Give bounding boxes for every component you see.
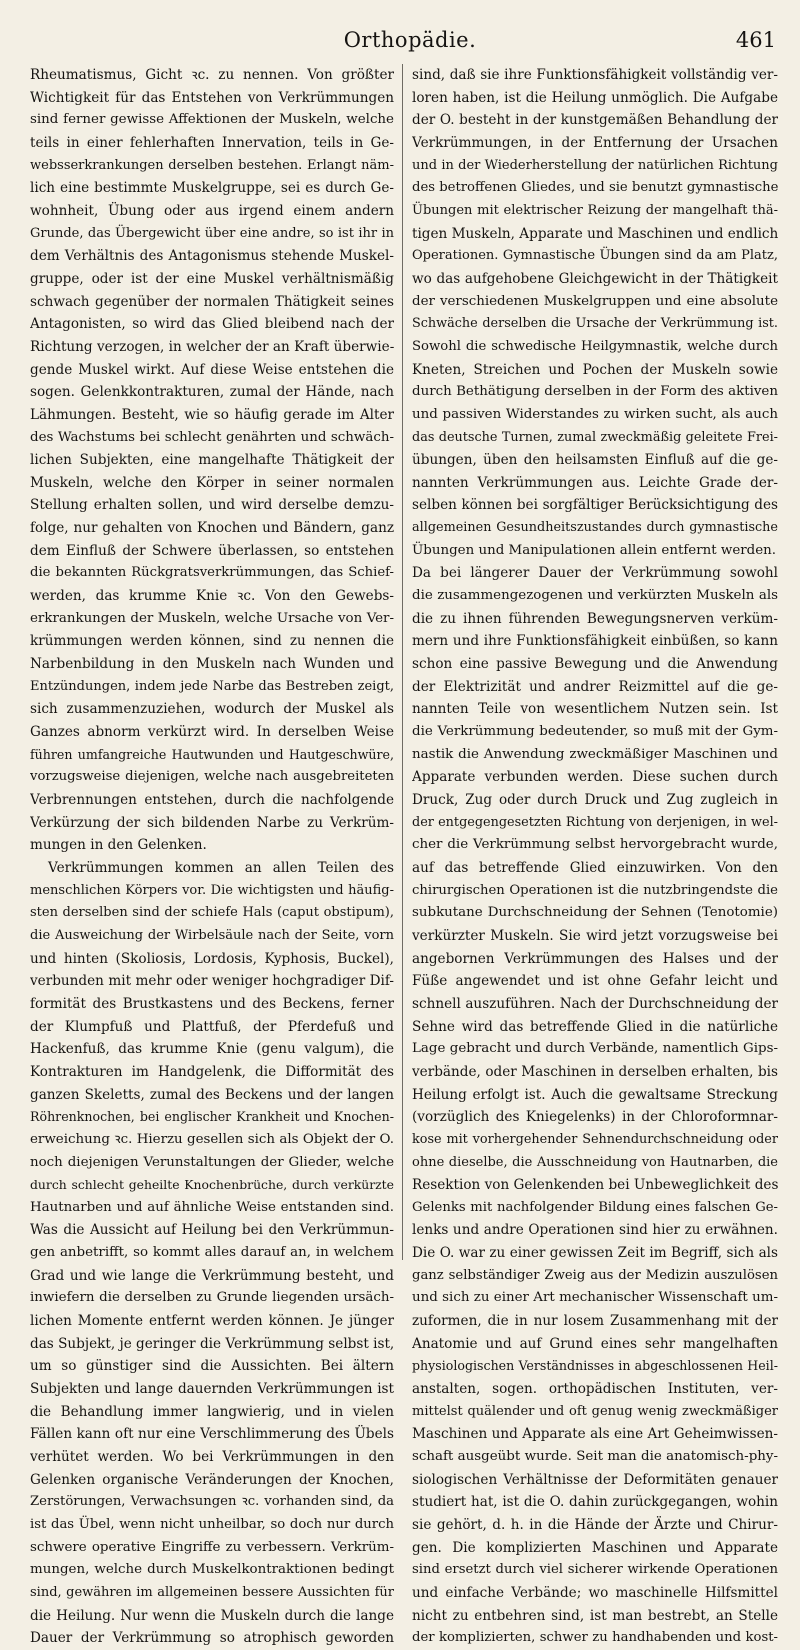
text-line: Operationen. Gymnastische Übungen sind da am Platz, xyxy=(412,248,778,264)
text-line: Resektion von Gelenkenden bei Unbeweglichkeit des xyxy=(412,1177,778,1194)
text-line: sogen. Gelenkkontrakturen, zumal der Hände, nach xyxy=(30,384,394,401)
text-line: gende Muskel wirkt. Auf diese Weise entstehen die xyxy=(30,361,394,378)
text-line: erweichung ꝛc. Hierzu gesellen sich als Objekt der O. xyxy=(30,1131,394,1147)
text-line: sind ferner gewisse Affektionen der Muskeln, welche xyxy=(30,112,394,128)
text-line: Da bei längerer Dauer der Verkrümmung sowohl xyxy=(412,565,778,582)
text-line: der verschiedenen Muskelgruppen und eine absolute xyxy=(412,293,778,309)
text-line: Verkürzung der sich bildenden Narbe zu Verkrüm- xyxy=(30,814,394,831)
text-line: die Ausweichung der Wirbelsäule nach der Seite, vorn xyxy=(30,927,394,943)
text-line: Stellung erhalten sollen, und wird derselbe demzu- xyxy=(30,497,394,514)
text-line: sind, daß sie ihre Funktionsfähigkeit vollständig ver- xyxy=(412,67,778,83)
text-line: Anatomie und auf Grund eines sehr mangelhaften xyxy=(412,1335,778,1352)
text-line: schwach gegenüber der normalen Thätigkeit seines xyxy=(30,293,394,310)
text-line: cher die Verkrümmung selbst hervorgebracht wurde, xyxy=(412,837,778,853)
text-line: schnell auszuführen. Nach der Durchschneidung der xyxy=(412,995,778,1012)
text-line: formität des Brustkastens und des Beckens, ferner xyxy=(30,995,394,1012)
text-line: lichen Momente entfernt werden können. Je jünger xyxy=(30,1313,394,1330)
text-line: schwere operative Eingriffe zu verbessern. Verkrüm- xyxy=(30,1539,394,1555)
running-title: Orthopädie. xyxy=(343,28,477,52)
text-line: anstalten, sogen. orthopädischen Instituten, ver- xyxy=(412,1381,778,1398)
text-line: chirurgischen Operationen ist die nutzbringendste die xyxy=(412,882,778,898)
text-line: und hinten (Skoliosis, Lordosis, Kyphosis, Buckel), xyxy=(30,950,394,967)
text-line: kose mit vorhergehender Sehnendurchschneidung oder xyxy=(412,1131,778,1147)
text-line: lich eine bestimmte Muskelgruppe, sei es durch Ge- xyxy=(30,180,394,197)
text-line: Die O. war zu einer gewissen Zeit im Begriff, sich als xyxy=(412,1245,778,1262)
text-line: Grunde, das Übergewicht über eine andre, so ist ihr in xyxy=(30,225,394,241)
text-line: der entgegengesetzten Richtung von derjenigen, in wel- xyxy=(412,814,778,830)
text-line: Füße angewendet und ist ohne Gefahr leicht und xyxy=(412,973,778,990)
text-line: Grad und wie lange die Verkrümmung besteht, und xyxy=(30,1267,394,1284)
text-line: Druck, Zug oder durch Druck und Zug zugleich in xyxy=(412,792,778,808)
text-line: nastik die Anwendung zweckmäßiger Maschinen und xyxy=(412,746,778,762)
text-line: sten derselben sind der schiefe Hals (caput obstipum), xyxy=(30,905,394,921)
text-line: subkutane Durchschneidung der Sehnen (Tenotomie) xyxy=(412,905,778,921)
text-line: der Elektrizität und andrer Reizmittel auf die ge- xyxy=(412,678,778,695)
text-line: Subjekten und lange dauernden Verkrümmungen ist xyxy=(30,1381,394,1398)
text-line: Fällen kann oft nur eine Verschlimmerung des Übels xyxy=(30,1426,394,1443)
text-line: ganzen Skeletts, zumal des Beckens und der langen xyxy=(30,1086,394,1103)
text-line: physiologischen Verständnisses in abgeschlossenen Heil- xyxy=(412,1358,778,1374)
text-line: Sowohl die schwedische Heilgymnastik, welche durch xyxy=(412,338,778,354)
text-line: verkürzter Muskeln. Sie wird jetzt vorzugsweise bei xyxy=(412,927,778,944)
text-line: Kneten, Streichen und Pochen der Muskeln sowie xyxy=(412,361,778,378)
text-line: Dauer der Verkrümmung so atrophisch geworden xyxy=(30,1630,394,1647)
page-number: 461 xyxy=(735,28,776,52)
text-line: websserkrankungen derselben bestehen. Erlangt näm- xyxy=(30,157,394,173)
text-line: mungen, welche durch Muskelkontraktionen bedingt xyxy=(30,1562,394,1578)
text-line: Schwäche derselben die Ursache der Verkrümmung ist. xyxy=(412,316,778,332)
text-line: Hackenfuß, das krumme Knie (genu valgum), die xyxy=(30,1041,394,1058)
text-line: Entzündungen, indem jede Narbe das Bestreben zeigt, xyxy=(30,678,394,694)
text-line: noch diejenigen Verunstaltungen der Glieder, welche xyxy=(30,1154,394,1170)
left-text-column xyxy=(30,64,394,1650)
text-line: Übungen und Manipulationen allein entfernt werden. xyxy=(412,542,777,558)
text-line: übungen, üben den heilsamsten Einfluß auf die ge- xyxy=(412,452,778,469)
text-line: Lähmungen. Besteht, wie so häufig gerade im Alter xyxy=(30,406,394,423)
text-line: mungen in den Gelenken. xyxy=(30,837,207,854)
text-line: mern und ihre Funktionsfähigkeit einbüßen, so kann xyxy=(412,633,778,650)
text-line: und passiven Widerstandes zu wirken sucht, als auch xyxy=(412,406,778,422)
text-line: die bekannten Rückgratsverkrümmungen, das Schief- xyxy=(30,565,394,581)
text-line: der Klumpfuß und Plattfuß, der Pferdefuß und xyxy=(30,1018,394,1035)
text-line: gruppe, oder ist der eine Muskel verhältnismäßig xyxy=(30,270,394,287)
text-line: Übungen mit elektrischer Reizung der mangelhaft thä- xyxy=(412,202,778,218)
text-line: Kontrakturen im Handgelenk, die Difformität des xyxy=(30,1063,394,1080)
text-line: (vorzüglich des Kniegelenks) in der Chloroformnar- xyxy=(412,1109,778,1126)
text-line: Verkrümmungen, in der Entfernung der Ursachen xyxy=(412,134,778,151)
text-line: ohne dieselbe, die Ausschneidung von Hautnarben, die xyxy=(412,1154,778,1170)
text-line: und in der Wiederherstellung der natürlichen Richtung xyxy=(412,157,778,173)
text-line: nicht zu entbehren sind, ist man bestrebt, an Stelle xyxy=(412,1607,778,1624)
text-line: Muskeln, welche den Körper in seiner normalen xyxy=(30,474,394,491)
text-line: gen. Die komplizierten Maschinen und Apparate xyxy=(412,1539,778,1556)
text-line: angebornen Verkrümmungen des Halses und der xyxy=(412,950,778,967)
text-line: menschlichen Körpers vor. Die wichtigsten und häufig- xyxy=(30,882,394,898)
text-line: selben können bei sorgfältiger Berücksichtigung des xyxy=(412,497,778,514)
text-line: Sehne wird das betreffende Glied in die natürliche xyxy=(412,1018,778,1035)
text-line: durch schlecht geheilte Knochenbrüche, durch verkürzte xyxy=(30,1177,394,1193)
text-line: Gelenken organische Veränderungen der Knochen, xyxy=(30,1471,394,1488)
text-line: auf das betreffende Glied einzuwirken. Von den xyxy=(412,859,778,876)
text-line: des Wachstums bei schlecht genährten und schwäch- xyxy=(30,429,394,445)
text-line: Ganzes abnorm verkürzt wird. In derselben Weise xyxy=(30,724,394,741)
text-line: verbunden mit mehr oder weniger hochgradiger Dif- xyxy=(30,973,394,990)
text-line: wohnheit, Übung oder aus irgend einem andern xyxy=(30,202,394,219)
text-line: inwiefern die derselben zu Grunde liegenden ursäch- xyxy=(30,1290,394,1306)
text-line: wo das aufgehobene Gleichgewicht in der Thätigkeit xyxy=(412,270,778,287)
text-line: Narbenbildung in den Muskeln nach Wunden und xyxy=(30,656,394,673)
text-line: Antagonisten, so wird das Glied bleibend nach der xyxy=(30,316,394,333)
text-line: und einfache Verbände; wo maschinelle Hilfsmittel xyxy=(412,1584,778,1601)
text-line: das Subjekt, je geringer die Verkrümmung selbst ist, xyxy=(30,1335,394,1352)
text-line: die zusammengezogenen und verkürzten Muskeln als xyxy=(412,588,778,604)
right-text-column xyxy=(412,64,778,1650)
text-line: nannten Verkrümmungen aus. Leichte Grade der- xyxy=(412,474,778,491)
text-line: das deutsche Turnen, zumal zweckmäßig geleitete Frei- xyxy=(412,429,778,445)
text-line: und sich zu einer Art mechanischer Wissenschaft um- xyxy=(412,1290,778,1306)
text-line: lichen Subjekten, eine mangelhafte Thätigkeit der xyxy=(30,452,394,469)
text-line: Verbrennungen entstehen, durch die nachfolgende xyxy=(30,792,394,808)
text-line: sich zusammenzuziehen, wodurch der Muskel als xyxy=(30,701,394,718)
text-line: sind, gewähren im allgemeinen bessere Aussichten für xyxy=(30,1584,394,1600)
text-line: Was die Aussicht auf Heilung bei den Verkrümmun- xyxy=(30,1222,394,1239)
text-line: Gelenks mit nachfolgender Bildung eines falschen Ge- xyxy=(412,1199,778,1215)
text-line: die Heilung. Nur wenn die Muskeln durch die lange xyxy=(30,1607,394,1624)
text-line: ist das Übel, wenn nicht unheilbar, so doch nur durch xyxy=(30,1517,394,1532)
text-line: schaft ausgeübt wurde. Seit man die anatomisch-phy- xyxy=(412,1449,778,1465)
text-line: loren haben, ist die Heilung unmöglich. Die Aufgabe xyxy=(412,89,778,106)
text-line: krümmungen werden können, sind zu nennen die xyxy=(30,633,394,650)
text-line: Verkrümmungen kommen an allen Teilen des xyxy=(48,859,394,876)
text-line: die Behandlung immer langwierig, und in vielen xyxy=(30,1403,394,1420)
text-line: sind ersetzt durch viel sicherer wirkende Operationen xyxy=(412,1562,778,1578)
text-line: die zu ihnen führenden Bewegungsnerven verküm- xyxy=(412,610,778,627)
text-line: Wichtigkeit für das Entstehen von Verkrümmungen xyxy=(30,89,394,106)
text-line: teils in einer fehlerhaften Innervation, teils in Ge- xyxy=(30,134,394,151)
text-line: verbände, oder Maschinen in derselben erhalten, bis xyxy=(412,1063,778,1080)
text-line: Heilung erfolgt ist. Auch die gewaltsame Streckung xyxy=(412,1086,778,1103)
text-line: Maschinen und Apparate als eine Art Geheimwissen- xyxy=(412,1426,778,1443)
text-line: werden, das krumme Knie ꝛc. Von den Gewebs- xyxy=(30,588,394,605)
text-line: folge, nur gehalten von Knochen und Bändern, ganz xyxy=(30,520,394,537)
text-line: Hautnarben und auf ähnliche Weise entstanden sind. xyxy=(30,1199,394,1215)
text-line: führen umfangreiche Hautwunden und Hautgeschwüre, xyxy=(30,746,394,762)
text-line: allgemeinen Gesundheitszustandes durch gymnastische xyxy=(412,520,778,536)
text-line: schon eine passive Bewegung und die Anwendung xyxy=(412,656,778,673)
text-line: durch Bethätigung derselben in der Form des aktiven xyxy=(412,384,778,400)
page-header xyxy=(30,22,790,62)
text-line: Röhrenknochen, bei englischer Krankheit und Knochen- xyxy=(30,1109,394,1125)
text-line: vorzugsweise diejenigen, welche nach ausgebreiteten xyxy=(30,769,394,785)
text-line: Rheumatismus, Gicht ꝛc. zu nennen. Von größter xyxy=(30,67,394,83)
text-line: tigen Muskeln, Apparate und Maschinen und endlich xyxy=(412,225,778,242)
text-line: Richtung verzogen, in welcher der an Kraft überwie- xyxy=(30,338,394,355)
text-line: verhütet werden. Wo bei Verkrümmungen in den xyxy=(30,1449,394,1466)
text-line: siologischen Verhältnisse der Deformitäten genauer xyxy=(412,1471,778,1488)
text-line: dem Einfluß der Schwere überlassen, so entstehen xyxy=(30,542,394,559)
text-line: der O. besteht in der kunstgemäßen Behandlung der xyxy=(412,112,778,129)
text-line: gen anbetrifft, so kommt alles darauf an, in welchem xyxy=(30,1245,394,1261)
text-line: Zerstörungen, Verwachsungen ꝛc. vorhanden sind, da xyxy=(30,1494,394,1510)
text-line: nannten Teile von wesentlichem Nutzen sein. Ist xyxy=(412,701,778,718)
text-line: lenks und andre Operationen sind hier zu erwähnen. xyxy=(412,1222,778,1239)
text-line: sie gehört, d. h. in die Hände der Ärzte und Chirur- xyxy=(412,1517,778,1533)
text-line: mittelst quälender und oft genug wenig zweckmäßiger xyxy=(412,1403,778,1419)
text-line: dem Verhältnis des Antagonismus stehende Muskel- xyxy=(30,248,394,265)
text-line: um so günstiger sind die Aussichten. Bei ältern xyxy=(30,1358,394,1375)
text-line: die Verkrümmung bedeutender, so muß mit der Gym- xyxy=(412,724,778,740)
text-line: studiert hat, ist die O. dahin zurückgegangen, wohin xyxy=(412,1494,778,1511)
text-line: Apparate verbunden werden. Diese suchen durch xyxy=(412,769,778,786)
column-divider xyxy=(402,64,403,1260)
text-line: erkrankungen der Muskeln, welche Ursache von Ver- xyxy=(30,610,394,626)
text-line: Lage gebracht und durch Verbände, namentlich Gips- xyxy=(412,1041,778,1057)
text-line: des betroffenen Gliedes, und sie benutzt gymnastische xyxy=(412,180,778,196)
text-line: ganz selbständiger Zweig aus der Medizin auszulösen xyxy=(412,1267,778,1283)
text-line: zuformen, die in nur losem Zusammenhang mit der xyxy=(412,1313,778,1330)
text-line: der komplizierten, schwer zu handhabenden und kost- xyxy=(412,1630,778,1646)
